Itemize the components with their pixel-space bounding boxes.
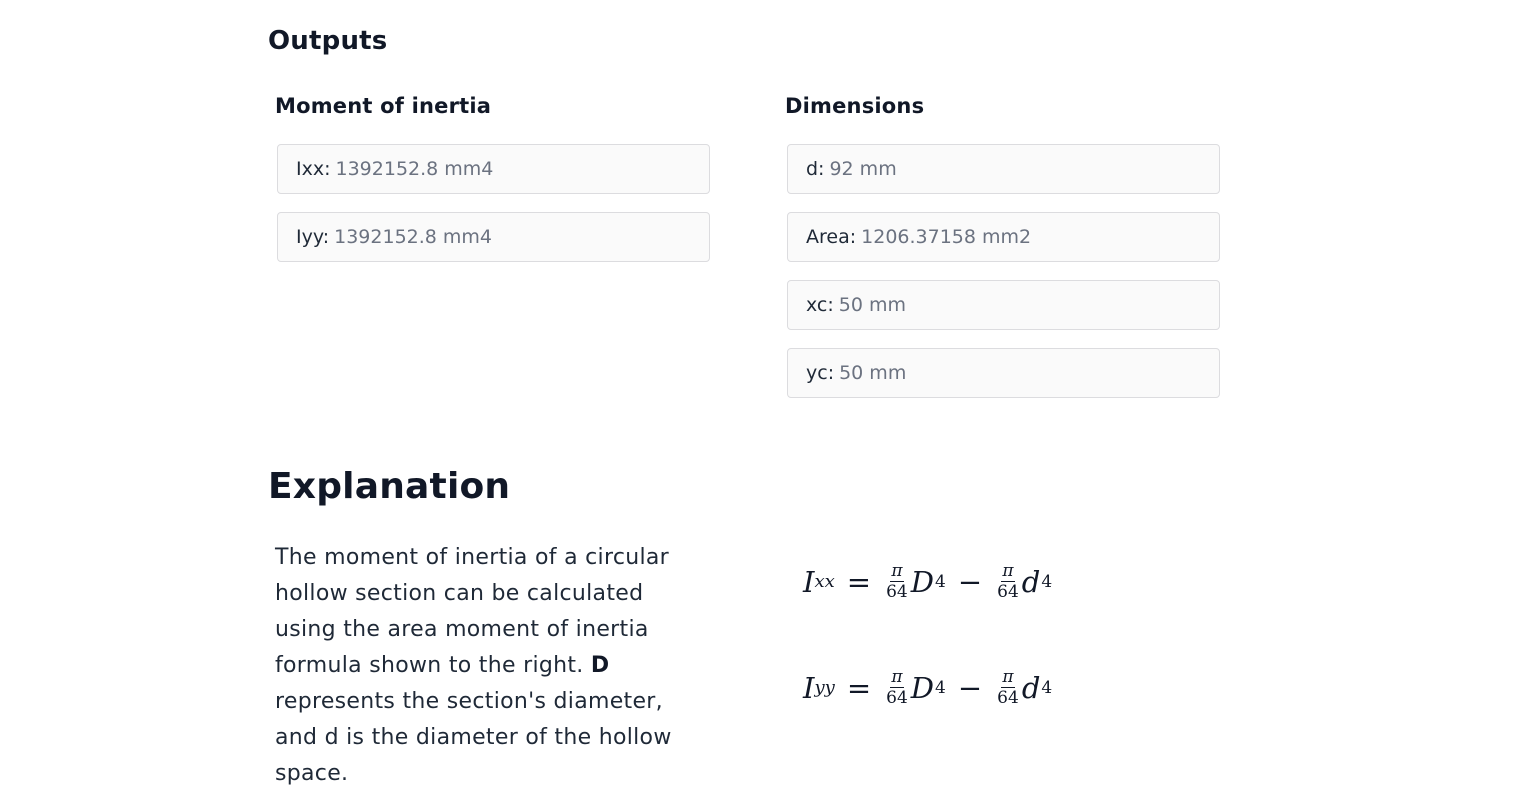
formula-ixx-var1: D — [910, 564, 934, 599]
formula-iyy-frac2-num: π — [1002, 667, 1014, 687]
formula-iyy-frac1-den: 64 — [886, 688, 908, 708]
explanation-text-part1: The moment of inertia of a circular hollow section can be calculated using the area moment of inertia formula shown to the right. — [275, 545, 669, 678]
explanation-text-bold: D — [590, 653, 610, 678]
formula-iyy-sub: yy — [814, 677, 835, 698]
output-ixx — [277, 144, 710, 194]
output-ixx-value: 1392152.8 mm4 — [335, 158, 494, 180]
formula-ixx-sub: xx — [814, 571, 835, 592]
formula-ixx-exp1: 4 — [935, 571, 946, 592]
formula-ixx-frac2-den: 64 — [997, 582, 1019, 602]
dimensions-title: Dimensions — [785, 94, 925, 118]
output-d-label: d: — [806, 158, 825, 180]
formula-iyy-var2: d — [1021, 670, 1041, 705]
formula-iyy-frac2 — [997, 668, 1019, 707]
explanation-text — [275, 540, 705, 792]
formula-ixx-var2: d — [1021, 564, 1041, 599]
output-iyy-value: 1392152.8 mm4 — [334, 226, 493, 248]
formula-iyy — [803, 668, 1052, 707]
formula-iyy-frac1 — [886, 668, 908, 707]
formula-iyy-minus: − — [957, 670, 983, 705]
formula-iyy-frac1-num: π — [891, 667, 903, 687]
formula-ixx — [803, 562, 1052, 601]
formula-ixx-minus: − — [957, 564, 983, 599]
explanation-heading: Explanation — [268, 466, 511, 507]
outputs-heading: Outputs — [268, 26, 388, 56]
output-area-value: 1206.37158 mm2 — [861, 226, 1032, 248]
output-xc-label: xc: — [806, 294, 834, 316]
formula-iyy-equals: = — [846, 670, 872, 705]
output-yc-label: yc: — [806, 362, 835, 384]
formula-iyy-exp1: 4 — [935, 677, 946, 698]
formula-ixx-frac2-num: π — [1002, 561, 1014, 581]
output-yc-value: 50 mm — [839, 362, 907, 384]
output-d-value: 92 mm — [829, 158, 897, 180]
output-area — [787, 212, 1220, 262]
moment-of-inertia-title: Moment of inertia — [275, 94, 492, 118]
formula-ixx-frac1 — [886, 562, 908, 601]
formula-iyy-var1: D — [910, 670, 935, 705]
formula-iyy-lhs: I — [803, 670, 815, 705]
formula-iyy-exp2: 4 — [1041, 677, 1053, 698]
output-xc-value: 50 mm — [838, 294, 906, 316]
formula-ixx-frac1-den: 64 — [886, 582, 908, 602]
output-area-label: Area: — [806, 226, 857, 248]
formula-ixx-frac1-num: π — [891, 561, 903, 581]
formula-ixx-exp2: 4 — [1041, 571, 1053, 592]
output-d — [787, 144, 1220, 194]
output-iyy-label: Iyy: — [296, 226, 330, 248]
formula-ixx-frac2 — [997, 562, 1019, 601]
formula-ixx-equals: = — [846, 564, 872, 599]
formula-ixx-lhs: I — [803, 564, 815, 599]
output-ixx-label: Ixx: — [296, 158, 331, 180]
formula-iyy-frac2-den: 64 — [997, 688, 1019, 708]
output-xc — [787, 280, 1220, 330]
output-iyy — [277, 212, 710, 262]
output-yc — [787, 348, 1220, 398]
explanation-text-part2: represents the section's diameter, and d is the diameter of the hollow space. — [275, 689, 672, 786]
